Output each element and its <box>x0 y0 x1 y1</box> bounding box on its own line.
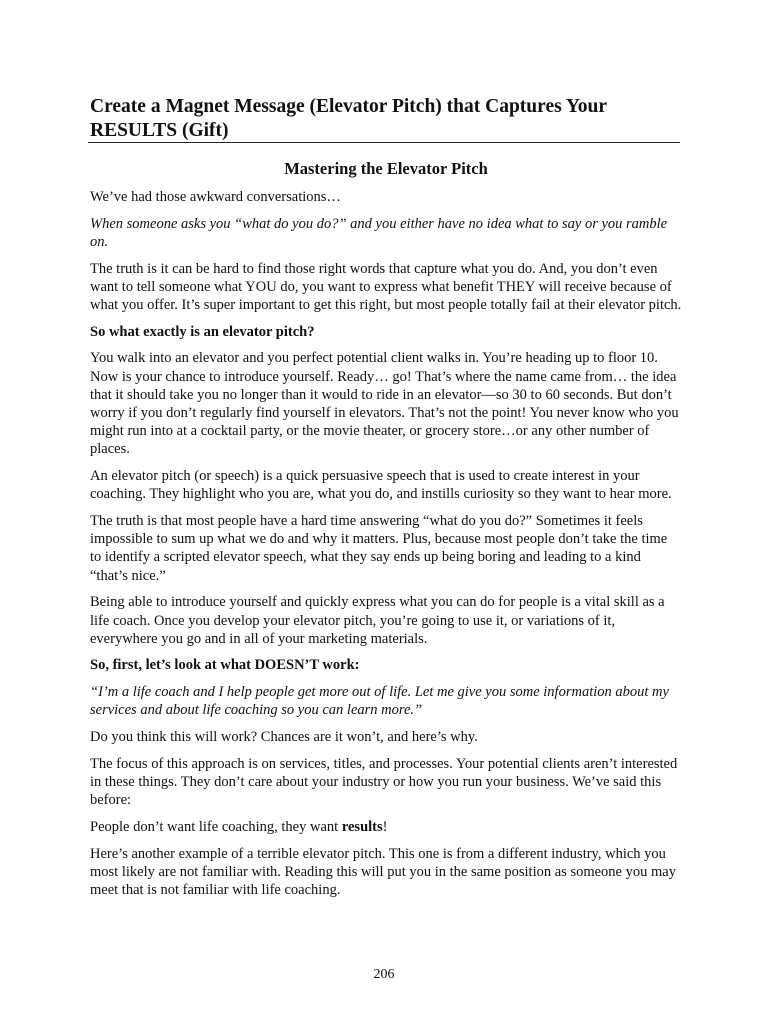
page-number: 206 <box>373 967 395 982</box>
paragraph-terrible-example: Here’s another example of a terrible elevator pitch. This one is from a different industry, which you most likely are not familiar with. Reading this will put you in the same position as someone you may meet that is not familiar with life coaching. <box>90 845 676 898</box>
section-heading: Create a Magnet Message (Elevator Pitch) that Captures Your RESULTS (Gift) <box>90 96 607 141</box>
doesnt-work-heading: So, first, let’s look at what DOESN’T work: <box>90 657 360 674</box>
paragraph-quote-ramble: When someone asks you “what do you do?” and you either have no idea what to say or you ramble on. <box>90 215 668 250</box>
question-heading: So what exactly is an elevator pitch? <box>90 323 315 340</box>
results-emphasis: results <box>341 818 383 835</box>
paragraph-will-it-work: Do you think this will work? Chances are it won’t, and here’s why. <box>90 729 478 746</box>
paragraph-intro: We’ve had those awkward conversations… <box>90 189 341 205</box>
heading-rule <box>88 142 680 143</box>
paragraph-results <box>90 818 682 836</box>
page-body <box>90 159 682 908</box>
paragraph-focus: The focus of this approach is on services, titles, and processes. Your potential clients aren’t interested in these things. They don’t care about your industry or how you run your business. We’ve said this before: <box>90 755 678 809</box>
results-suffix: ! <box>382 818 388 835</box>
paragraph-hard-time: The truth is that most people have a hard time answering “what do you do?” Sometimes it feels impossible to sum up what we do and why it matters. Plus, because most people don’t take the time to identify a scripted elevator speech, what they say ends up being boring and leading to a kind “that’s nice.” <box>90 513 668 584</box>
paragraph-truth: The truth is it can be hard to find those right words that capture what you do. And, you don’t even want to tell someone what YOU do, you want to express what benefit THEY will receive because of what you offer. It’s super important to get this right, but most people totally fail at their elevator pitch. <box>90 260 682 314</box>
section-subtitle: Mastering the Elevator Pitch <box>284 159 488 178</box>
paragraph-elevator-scenario: You walk into an elevator and you perfect potential client walks in. You’re heading up to floor 10. Now is your chance to introduce yourself. Ready… go! That’s where the name came from… the idea that it should take you no longer than it would to ride in an elevator—so 30 to 60 seconds. But don’t worry if you don’t regularly find yourself in elevators. That’s not the point! You never know who you might run into at a cocktail party, or the movie theater, or grocery store…or any other number of places. <box>90 350 679 458</box>
results-prefix: People don’t want life coaching, they want <box>90 818 342 835</box>
paragraph-bad-pitch-quote: “I’m a life coach and I help people get more out of life. Let me give you some information about my services and about life coaching so you can learn more.” <box>90 684 669 719</box>
paragraph-definition: An elevator pitch (or speech) is a quick persuasive speech that is used to create interest in your coaching. They highlight who you are, what you do, and instills curiosity so they want to hear more. <box>90 468 672 503</box>
paragraph-vital-skill: Being able to introduce yourself and quickly express what you can do for people is a vital skill as a life coach. Once you develop your elevator pitch, you’re going to use it, or variations of it, everywhere you go and in all of your marketing materials. <box>90 594 665 647</box>
